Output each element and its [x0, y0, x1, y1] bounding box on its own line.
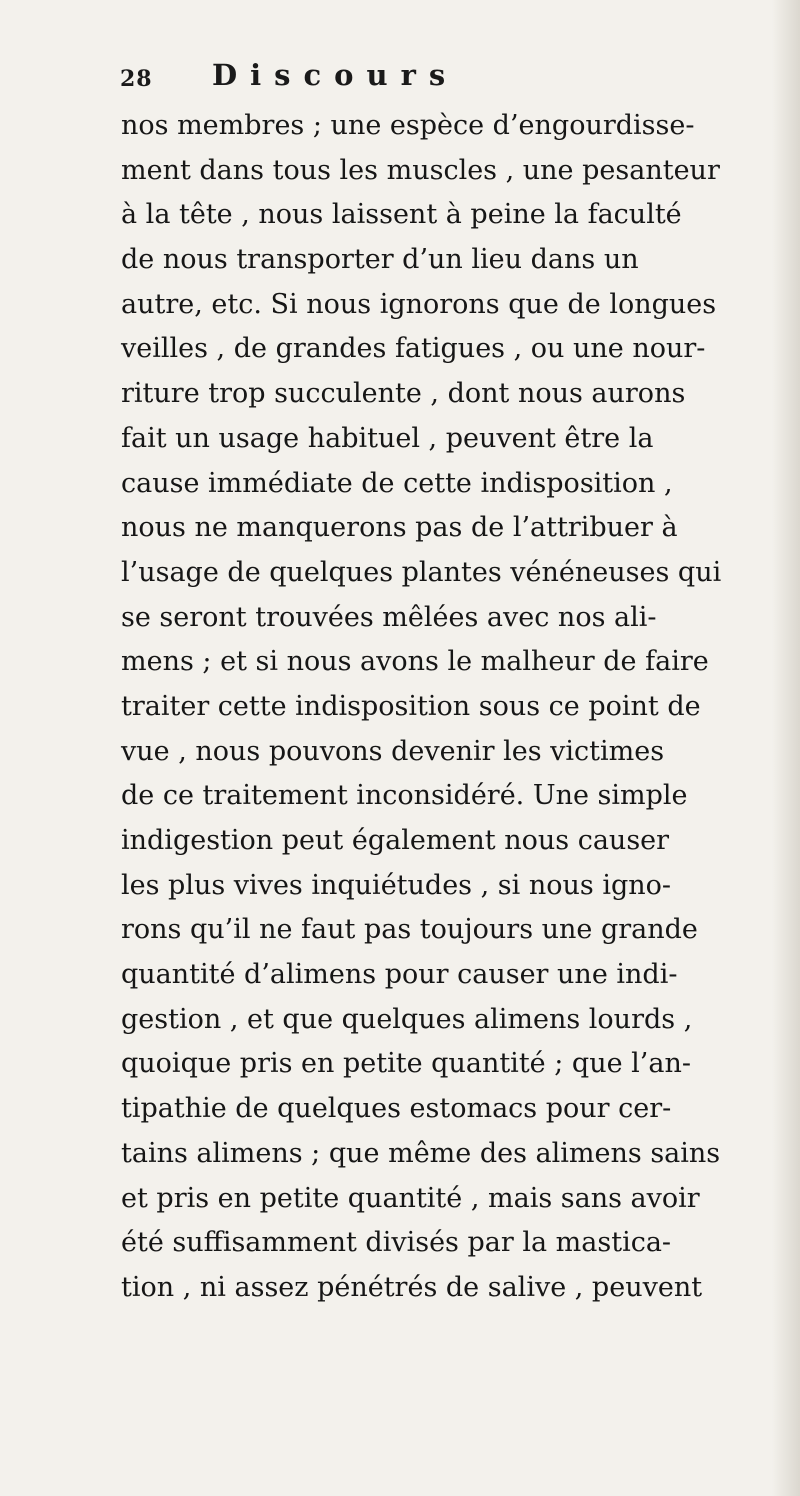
text-line: l’usage de quelques plantes vénéneuses qui [121, 556, 722, 588]
text-line: de nous transporter d’un lieu dans un [121, 244, 639, 276]
text-line: rons qu’il ne faut pas toujours une grande [121, 914, 698, 946]
text-line: de ce traitement inconsidéré. Une simple [121, 780, 688, 812]
text-line: ment dans tous les muscles , une pesanteur [121, 154, 720, 186]
text-line: autre, etc. Si nous ignorons que de longues [121, 288, 717, 320]
text-line: été suffisamment divisés par la mastica- [121, 1227, 672, 1259]
text-line: quoique pris en petite quantité ; que l’an- [121, 1048, 691, 1080]
page-number: 28 [120, 66, 153, 92]
text-line: gestion , et que quelques alimens lourds , [121, 1003, 693, 1035]
text-line: mens ; et si nous avons le malheur de faire [121, 646, 709, 678]
text-line: quantité d’alimens pour causer une indi- [121, 959, 678, 991]
page-edge-shadow [772, 0, 800, 1496]
text-line: à la tête , nous laissent à peine la faculté [121, 199, 682, 231]
text-line: et pris en petite quantité , mais sans avoir [121, 1182, 700, 1214]
text-line: nos membres ; une espèce d’engourdisse- [121, 110, 695, 141]
text-line: riture trop succulente , dont nous aurons [121, 378, 686, 410]
text-line: nous ne manquerons pas de l’attribuer à [121, 512, 678, 544]
text-line: veilles , de grandes fatigues , ou une nour- [121, 333, 706, 365]
text-line: cause immédiate de cette indisposition , [121, 467, 673, 499]
text-line: traiter cette indisposition sous ce point de [121, 690, 701, 722]
text-line: fait un usage habituel , peuvent être la [121, 422, 654, 454]
text-line: se seront trouvées mêlées avec nos ali- [121, 601, 657, 633]
body-text [121, 104, 761, 1311]
text-line: les plus vives inquiétudes , si nous igno- [121, 869, 672, 901]
text-line: tipathie de quelques estomacs pour cer- [121, 1093, 672, 1125]
text-line: tains alimens ; que même des alimens sains [121, 1137, 721, 1169]
text-line: tion , ni assez pénétrés de salive , peuvent [121, 1271, 703, 1303]
text-line: vue , nous pouvons devenir les victimes [121, 735, 665, 767]
text-line: indigestion peut également nous causer [121, 825, 670, 856]
running-head: Discours [212, 58, 459, 92]
page-header [120, 58, 680, 102]
